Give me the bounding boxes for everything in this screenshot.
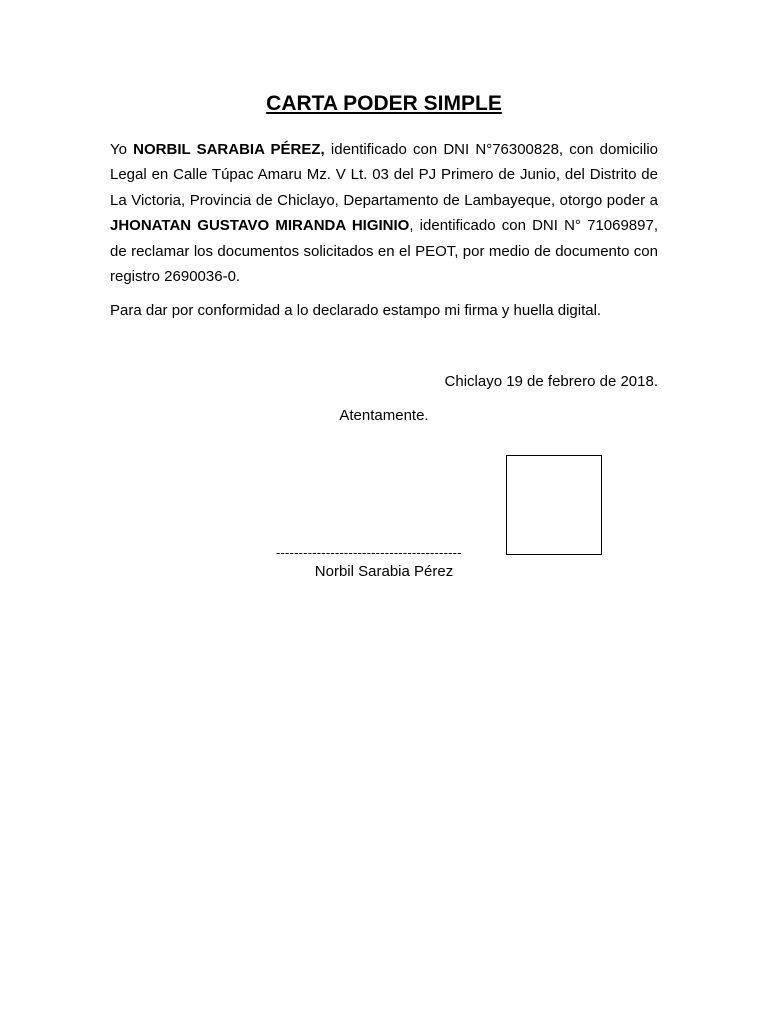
date-line: Chiclayo 19 de febrero de 2018.: [444, 373, 658, 390]
paragraph-intro: Yo: [110, 141, 134, 158]
fingerprint-box: [506, 455, 602, 555]
body-paragraph-2: Para dar por conformidad a lo declarado estampo mi firma y huella digital.: [110, 302, 602, 319]
signature-line: -----------------------------------------: [276, 545, 462, 560]
paragraph-text-b: , identificado con DNI N° 71069897, de reclamar los documentos solicitados en el PEOT, por medio de documento con registro 2690036-0.: [110, 217, 658, 286]
signature-name: Norbil Sarabia Pérez: [314, 563, 454, 580]
body-paragraph-1: [110, 137, 658, 289]
grantor-name: NORBIL SARABIA PÉREZ,: [133, 141, 325, 158]
document-title: CARTA PODER SIMPLE: [266, 92, 502, 115]
grantee-name: JHONATAN GUSTAVO MIRANDA HIGINIO: [110, 217, 410, 235]
closing-text: Atentamente.: [339, 407, 429, 424]
paragraph-text-a: identificado con DNI N°76300828, con domicilio Legal en Calle Túpac Amaru Mz. V Lt. 03 del PJ Primero de Junio, del Distrito de La Victoria, Provincia de Chiclayo, Departamento de Lambayeque, otorgo poder a: [110, 141, 659, 209]
